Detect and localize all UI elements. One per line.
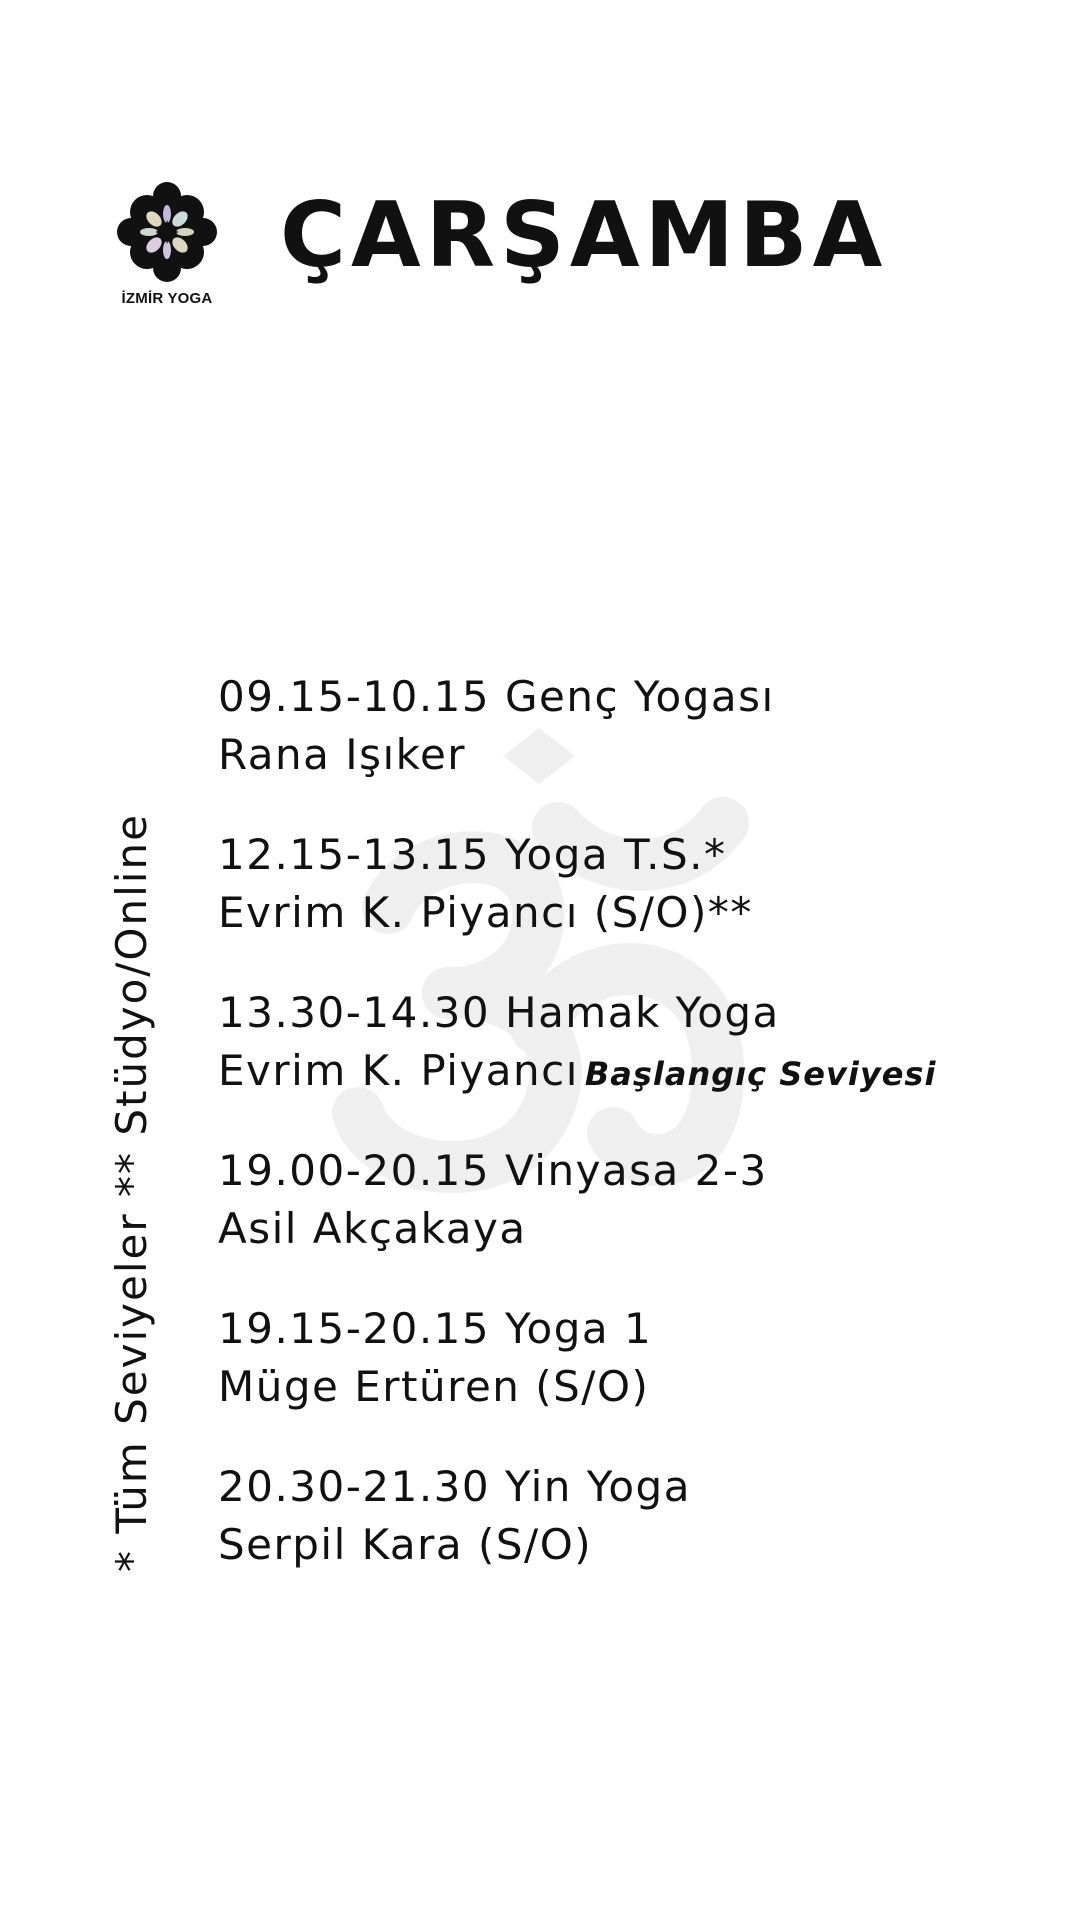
class-time-title: 09.15-10.15 Genç Yogası: [218, 672, 775, 721]
class-time-title: 12.15-13.15 Yoga T.S.*: [218, 830, 727, 879]
class-instructor: Evrim K. Piyancı: [218, 1046, 579, 1095]
class-item: [218, 1142, 1038, 1300]
class-time-title: 19.00-20.15 Vinyasa 2-3: [218, 1146, 768, 1195]
class-item: [218, 984, 1038, 1142]
izmir-yoga-logo: [112, 182, 222, 312]
logo-text: İZMİR YOGA: [121, 290, 213, 307]
class-item: [218, 668, 1038, 826]
class-instructor: Müge Ertüren (S/O): [218, 1362, 650, 1411]
class-item: [218, 1458, 1038, 1616]
class-item: [218, 1300, 1038, 1458]
class-instructor-line: [218, 1042, 1038, 1103]
class-instructor: Rana Işıker: [218, 730, 467, 779]
class-schedule: [218, 668, 1038, 1616]
class-time-title: 19.15-20.15 Yoga 1: [218, 1304, 653, 1353]
class-instructor: Asil Akçakaya: [218, 1204, 527, 1253]
class-time-title: 13.30-14.30 Hamak Yoga: [218, 988, 780, 1037]
page-title: ÇARŞAMBA: [280, 183, 888, 288]
class-item: [218, 826, 1038, 984]
level-legend: * Tüm Seviyeler ** Stüdyo/Online: [107, 813, 156, 1572]
lotus-cross-icon: [117, 182, 217, 282]
class-instructor: Serpil Kara (S/O): [218, 1520, 593, 1569]
class-time-title: 20.30-21.30 Yin Yoga: [218, 1462, 691, 1511]
level-note: Başlangıç Seviyesi: [584, 1055, 937, 1093]
class-instructor: Evrim K. Piyancı (S/O)**: [218, 888, 753, 937]
